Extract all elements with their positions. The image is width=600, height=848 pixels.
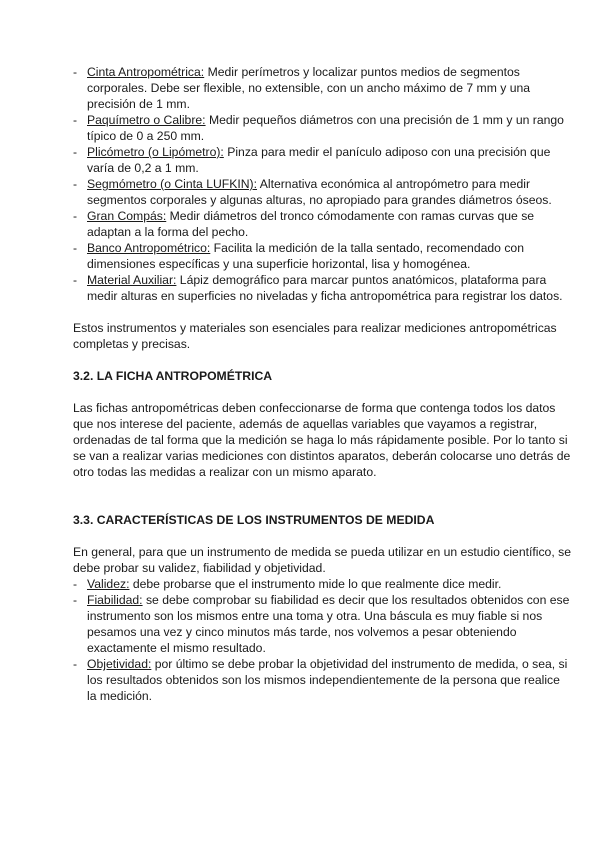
list-item [73, 112, 572, 144]
list-text: Facilita la medición de la talla sentado, recomendado con dimensiones específicas y una superficie horizontal, lisa y homogénea. [87, 241, 524, 271]
list-text: Medir diámetros del tronco cómodamente con ramas curvas que se adaptan a la forma del pecho. [87, 209, 535, 239]
list-item [73, 656, 572, 704]
caracteristicas-paragraph: En general, para que un instrumento de medida se pueda utilizar en un estudio científico, se debe probar su validez, fiabilidad y objetividad. [73, 545, 571, 575]
summary-paragraph: Estos instrumentos y materiales son esenciales para realizar mediciones antropométricas completas y precisas. [73, 321, 557, 351]
list-item [73, 208, 572, 240]
section-heading-caracteristicas: 3.3. CARACTERÍSTICAS DE LOS INSTRUMENTOS DE MEDIDA [73, 513, 435, 527]
list-term: Fiabilidad: [87, 593, 143, 607]
list-item [73, 144, 572, 176]
list-term: Material Auxiliar: [87, 273, 177, 287]
list-term: Segmómetro (o Cinta LUFKIN): [87, 177, 258, 191]
list-text: Lápiz demográfico para marcar puntos anatómicos, plataforma para medir alturas en superficies no niveladas y ficha antropométrica para registrar los datos. [87, 273, 563, 303]
list-text: Alternativa económica al antropómetro para medir segmentos corporales y algunas alturas, no apropiado para grandes diámetros óseos. [87, 177, 552, 207]
section-heading-ficha: 3.2. LA FICHA ANTROPOMÉTRICA [73, 369, 273, 383]
list-item [73, 64, 572, 112]
ficha-paragraph: Las fichas antropométricas deben confeccionarse de forma que contenga todos los datos que nos interese del paciente, además de aquellas variables que vayamos a registrar, ordenadas de tal forma que la medición se haga lo más rápidamente posible. Por lo tanto si se van a realizar varias mediciones con distintos aparatos, deberán colocarse uno detrás de otro todas las medidas a realizar con un mismo aparato. [73, 401, 571, 479]
list-term: Paquímetro o Calibre: [87, 113, 206, 127]
list-term: Plicómetro (o Lipómetro): [87, 145, 224, 159]
list-item [73, 176, 572, 208]
list-text: debe probarse que el instrumento mide lo que realmente dice medir. [129, 577, 502, 591]
list-term: Gran Compás: [87, 209, 167, 223]
list-term: Objetividad: [87, 657, 152, 671]
list-item [73, 272, 572, 304]
list-text: por último se debe probar la objetividad del instrumento de medida, o sea, si los resultados obtenidos son los mismos independientemente de la persona que realice la medición. [87, 657, 568, 703]
list-text: Pinza para medir el panículo adiposo con una precisión que varía de 0,2 a 1 mm. [87, 145, 551, 175]
list-item [73, 592, 572, 656]
list-text: Medir perímetros y localizar puntos medios de segmentos corporales. Debe ser flexible, no extensible, con un ancho máximo de 7 mm y una precisión de 1 mm. [87, 65, 531, 111]
list-item [73, 240, 572, 272]
instrument-list [73, 64, 572, 304]
list-text: se debe comprobar su fiabilidad es decir que los resultados obtenidos con ese instrumento son los mismos entre una toma y otra. Una báscula es muy fiable si nos pesamos una vez y cinco minutos más tarde, nos volvemos a pesar obteniendo exactamente el mismo resultado. [87, 593, 570, 655]
list-text: Medir pequeños diámetros con una precisión de 1 mm y un rango típico de 0 a 250 mm. [87, 113, 564, 143]
list-term: Cinta Antropométrica: [87, 65, 205, 79]
list-item [73, 576, 572, 592]
list-term: Banco Antropométrico: [87, 241, 211, 255]
characteristics-list [73, 576, 572, 704]
list-term: Validez: [87, 577, 130, 591]
